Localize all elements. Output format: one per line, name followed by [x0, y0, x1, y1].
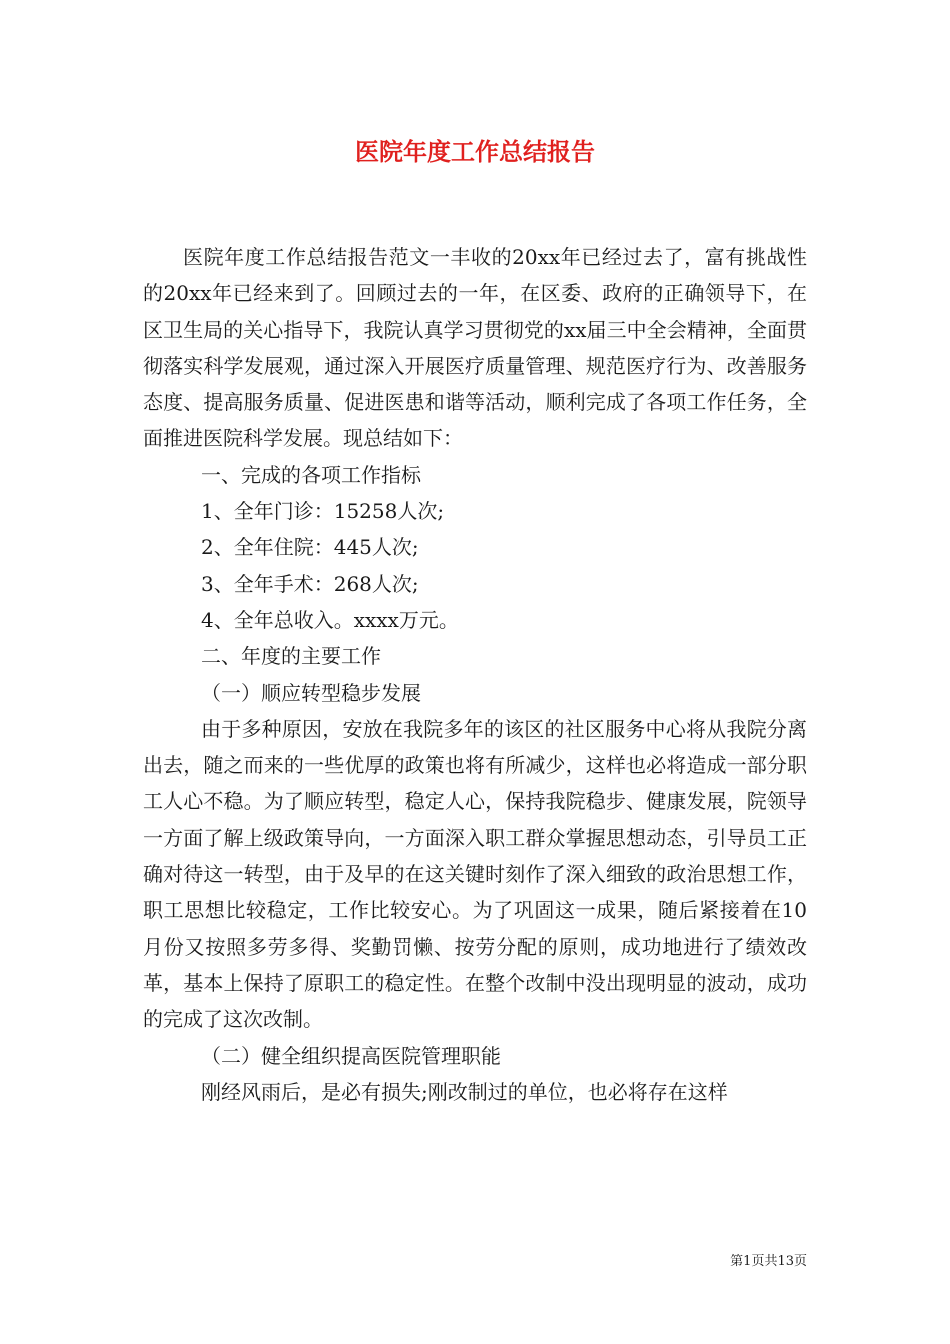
page-number: 第1页共13页	[730, 1254, 807, 1269]
list-item: 1、全年门诊：15258人次;	[201, 499, 445, 524]
paragraph-organization: 刚经风雨后，是必有损失;刚改制过的单位，也必将存在这样	[201, 1079, 728, 1104]
document-body	[143, 239, 807, 1110]
section-heading-2: 二、年度的主要工作	[201, 644, 381, 669]
list-item: 2、全年住院：445人次;	[201, 535, 419, 560]
subsection-heading-2: （二）健全组织提高医院管理职能	[201, 1043, 501, 1068]
document-title: 医院年度工作总结报告	[355, 137, 595, 166]
list-item: 4、全年总收入。xxxx万元。	[201, 607, 459, 632]
list-item: 3、全年手术：268人次;	[201, 571, 419, 596]
paragraph-transition: 由于多种原因，安放在我院多年的该区的社区服务中心将从我院分离出去，随之而来的一些优厚的政策也将有所减少，这样也必将造成一部分职工人心不稳。为了顺应转型，稳定人心，保持我院稳步、健康发展，院领导一方面了解上级政策导向，一方面深入职工群众掌握思想动态，引导员工正确对待这一转型，由于及早的在这关键时刻作了深入细致的政治思想工作，职工思想比较稳定，工作比较安心。为了巩固这一成果，随后紧接着在10月份又按照多劳多得、奖勤罚懒、按劳分配的原则，成功地进行了绩效改革，基本上保持了原职工的稳定性。在整个改制中没出现明显的波动，成功的完成了这次改制。	[143, 716, 807, 1032]
subsection-heading-1: （一）顺应转型稳步发展	[201, 680, 421, 705]
section-heading-1: 一、完成的各项工作指标	[201, 462, 421, 487]
paragraph-intro: 医院年度工作总结报告范文一丰收的20xx年已经过去了，富有挑战性的20xx年已经来到了。回顾过去的一年，在区委、政府的正确领导下，在区卫生局的关心指导下，我院认真学习贯彻党的xx届三中全会精神，全面贯彻落实科学发展观，通过深入开展医疗质量管理、规范医疗行为、改善服务态度、提高服务质量、促进医患和谐等活动，顺利完成了各项工作任务，全面推进医院科学发展。现总结如下：	[143, 245, 807, 451]
